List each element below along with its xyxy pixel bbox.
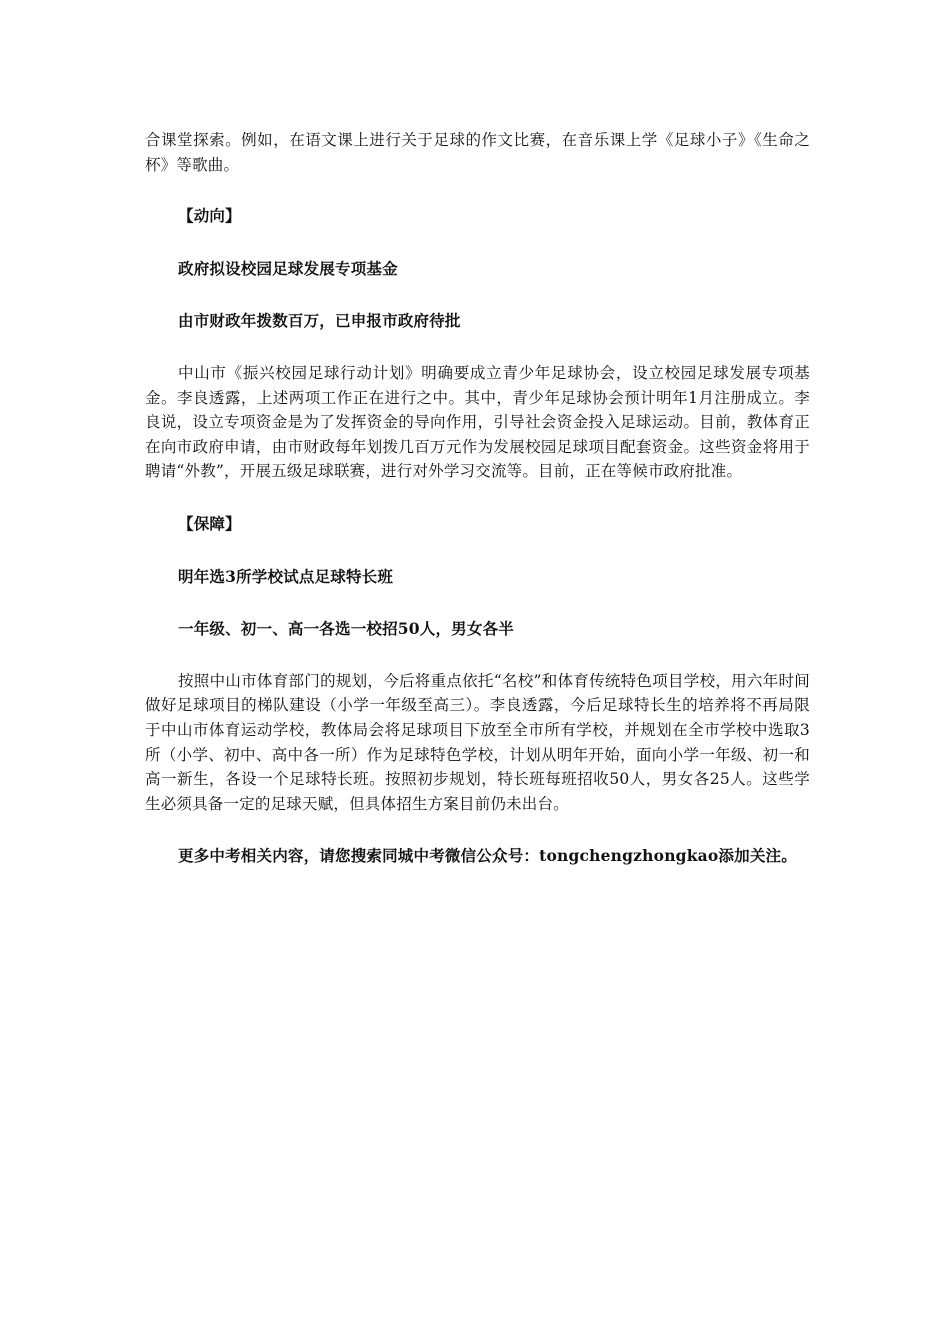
section2-headline: 明年选3所学校试点足球特长班 <box>178 566 394 586</box>
footer-note: 更多中考相关内容，请您搜索同城中考微信公众号：tongchengzhongkao添加关注。 <box>178 846 797 866</box>
section-tag-guarantee: 【保障】 <box>178 513 241 533</box>
intro-paragraph: 合课堂探索。例如，在语文课上进行关于足球的作文比赛，在音乐课上学《足球小子》《生命之杯》等歌曲。 <box>145 131 810 174</box>
section1-headline: 政府拟设校园足球发展专项基金 <box>178 258 398 278</box>
section1-body: 中山市《振兴校园足球行动计划》明确要成立青少年足球协会，设立校园足球发展专项基金。李良透露，上述两项工作正在进行之中。其中，青少年足球协会预计明年1月注册成立。李良说，设立专项资金是为了发挥资金的导向作用，引导社会资金投入足球运动。目前，教体育正在向市政府申请，由市财政每年划拨几百万元作为发展校园足球项目配套资金。这些资金将用于聘请“外教”，开展五级足球联赛，进行对外学习交流等。目前，正在等候市政府批准。 <box>145 363 810 481</box>
section2-subheadline: 一年级、初一、高一各选一校招50人，男女各半 <box>178 619 514 639</box>
section1-subheadline: 由市财政年拨数百万，已申报市政府待批 <box>178 311 461 331</box>
section2-body: 按照中山市体育部门的规划，今后将重点依托“名校”和体育传统特色项目学校，用六年时间做好足球项目的梯队建设（小学一年级至高三）。李良透露，今后足球特长生的培养将不再局限于中山市体育运动学校，教体局会将足球项目下放至全市所有学校，并规划在全市学校中选取3所（小学、初中、高中各一所）作为足球特色学校，计划从明年开始，面向小学一年级、初一和高一新生，各设一个足球特长班。按照初步规划，特长班每班招收50人，男女各25人。这些学生必须具备一定的足球天赋，但具体招生方案目前仍未出台。 <box>145 671 810 813</box>
document-body <box>145 128 810 869</box>
section-tag-trend: 【动向】 <box>178 206 241 226</box>
